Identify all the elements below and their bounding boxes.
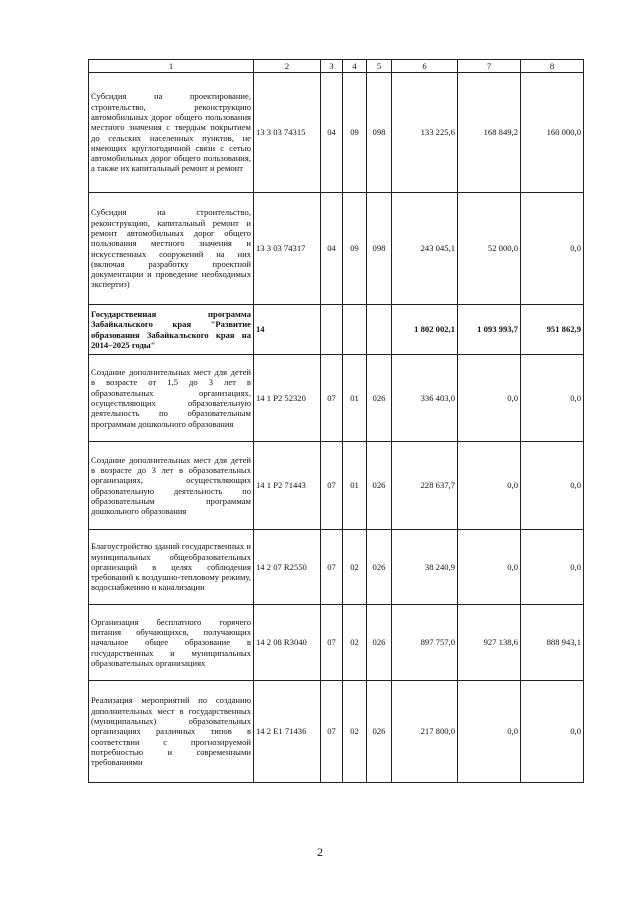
row-subsection: 01 — [343, 442, 367, 530]
row-value-7: 0,0 — [458, 530, 521, 605]
row-type: 026 — [367, 605, 392, 681]
row-value-6: 38 240,9 — [392, 530, 458, 605]
header-cell-4: 4 — [343, 60, 367, 73]
row-code: 13 3 03 74315 — [254, 73, 321, 193]
table-row — [89, 442, 584, 530]
row-value-6: 217 800,0 — [392, 681, 458, 783]
row-value-6: 133 225,6 — [392, 73, 458, 193]
row-section: 04 — [321, 193, 343, 305]
header-cell-2: 2 — [254, 60, 321, 73]
row-code: 14 1 P2 52320 — [254, 355, 321, 442]
row-value-6: 228 637,7 — [392, 442, 458, 530]
header-cell-1: 1 — [89, 60, 254, 73]
table-row — [89, 305, 584, 355]
row-description: Создание дополнительных мест для детей в возрасте от 1,5 до 3 лет в образовательных организациях, осуществляющих образовательную деятельность по образовательным программам дошкольного образования — [89, 355, 254, 442]
row-description: Субсидия на проектирование, строительство, реконструкцию автомобильных дорог общего пользования местного значения с твердым покрытием до сельских населенных пунктов, не имеющих круглогодичной связи с сетью автомобильных дорог общего пользования, а также их капитальный ремонт и ремонт — [89, 73, 254, 193]
row-section — [321, 305, 343, 355]
table-row — [89, 605, 584, 681]
row-code: 13 3 03 74317 — [254, 193, 321, 305]
row-code: 14 2 07 R2550 — [254, 530, 321, 605]
header-cell-6: 6 — [392, 60, 458, 73]
row-subsection: 02 — [343, 530, 367, 605]
table-row — [89, 530, 584, 605]
row-section: 04 — [321, 73, 343, 193]
row-value-7: 1 093 993,7 — [458, 305, 521, 355]
budget-table — [88, 59, 584, 783]
row-code: 14 2 E1 71436 — [254, 681, 321, 783]
table-row — [89, 681, 584, 783]
row-value-8: 0,0 — [521, 193, 584, 305]
row-value-6: 1 802 002,1 — [392, 305, 458, 355]
row-type: 026 — [367, 681, 392, 783]
header-cell-3: 3 — [321, 60, 343, 73]
header-row — [89, 60, 584, 73]
row-value-6: 897 757,0 — [392, 605, 458, 681]
row-value-7: 52 000,0 — [458, 193, 521, 305]
row-type: 026 — [367, 530, 392, 605]
row-type: 098 — [367, 193, 392, 305]
row-subsection: 02 — [343, 681, 367, 783]
row-value-7: 168 849,2 — [458, 73, 521, 193]
row-description: Субсидия на строительство, реконструкцию, капитальный ремонт и ремонт автомобильных дорог общего пользования местного значения и искусственных сооружений на них (включая разработку проектной документации и проведение необходимых экспертиз) — [89, 193, 254, 305]
table-row — [89, 73, 584, 193]
row-type: 098 — [367, 73, 392, 193]
row-description: Благоустройство зданий государственных и муниципальных общеобразовательных организаций в целях соблюдения требований к воздушно-тепловому режиму, водоснабжению и канализации — [89, 530, 254, 605]
row-value-7: 927 138,6 — [458, 605, 521, 681]
row-section: 07 — [321, 605, 343, 681]
row-subsection: 01 — [343, 355, 367, 442]
row-value-7: 0,0 — [458, 355, 521, 442]
row-subsection: 09 — [343, 73, 367, 193]
table-row — [89, 355, 584, 442]
row-value-8: 951 862,9 — [521, 305, 584, 355]
row-value-7: 0,0 — [458, 442, 521, 530]
row-type: 026 — [367, 442, 392, 530]
row-description: Создание дополнительных мест для детей в возрасте до 3 лет в образовательных организациях, осуществляющих образовательную деятельность по образовательным программам дошкольного образования — [89, 442, 254, 530]
row-section: 07 — [321, 355, 343, 442]
row-value-8: 160 000,0 — [521, 73, 584, 193]
row-subsection: 09 — [343, 193, 367, 305]
row-code: 14 1 P2 71443 — [254, 442, 321, 530]
row-value-6: 243 045,1 — [392, 193, 458, 305]
row-value-8: 0,0 — [521, 442, 584, 530]
row-type — [367, 305, 392, 355]
row-section: 07 — [321, 530, 343, 605]
row-value-8: 0,0 — [521, 530, 584, 605]
row-value-8: 888 943,1 — [521, 605, 584, 681]
row-section: 07 — [321, 442, 343, 530]
page-number: 2 — [317, 845, 323, 859]
header-cell-7: 7 — [458, 60, 521, 73]
row-value-8: 0,0 — [521, 681, 584, 783]
row-subsection — [343, 305, 367, 355]
row-description: Государственная программа Забайкальского края "Развитие образования Забайкальского края на 2014–2025 годы" — [89, 305, 254, 355]
row-section: 07 — [321, 681, 343, 783]
table-row — [89, 193, 584, 305]
header-cell-5: 5 — [367, 60, 392, 73]
row-type: 026 — [367, 355, 392, 442]
header-cell-8: 8 — [521, 60, 584, 73]
row-description: Реализация мероприятий по созданию дополнительных мест в государственных (муниципальных) образовательных организациях различных типов в соответствии с прогнозируемой потребностью и современными требованиями — [89, 681, 254, 783]
row-code: 14 — [254, 305, 321, 355]
row-value-8: 0,0 — [521, 355, 584, 442]
row-subsection: 02 — [343, 605, 367, 681]
row-description: Организация бесплатного горячего питания обучающихся, получающих начальное общее образование в государственных и муниципальных образовательных организациях — [89, 605, 254, 681]
row-value-7: 0,0 — [458, 681, 521, 783]
row-value-6: 336 403,0 — [392, 355, 458, 442]
row-code: 14 2 08 R3040 — [254, 605, 321, 681]
